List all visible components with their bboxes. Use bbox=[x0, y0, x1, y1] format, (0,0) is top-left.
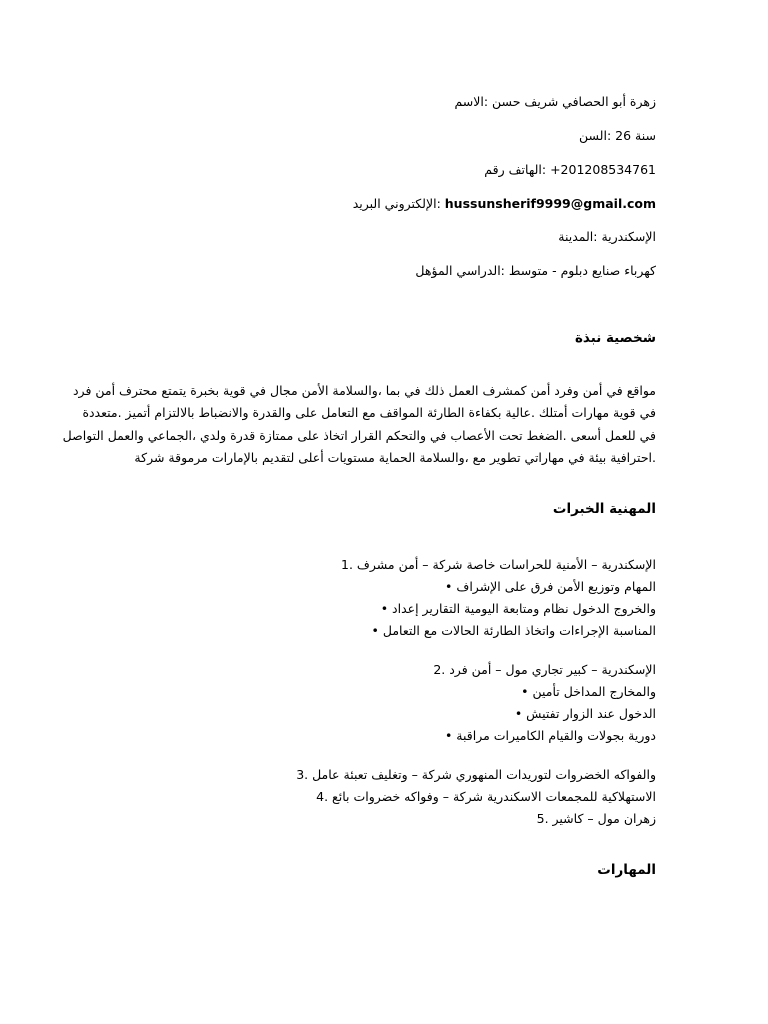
city-text: الإسكندرية :المدينة bbox=[558, 229, 656, 244]
phone-line bbox=[484, 162, 656, 178]
skills-heading bbox=[597, 862, 656, 878]
city-line bbox=[558, 229, 656, 245]
age-line bbox=[579, 128, 656, 144]
qualification-line bbox=[415, 263, 656, 279]
phone-label: :الهاتف رقم bbox=[484, 162, 547, 177]
qualification-text: كهرباء صنايع دبلوم - متوسط :الدراسي المؤهل bbox=[415, 263, 656, 278]
age-label: :السن bbox=[579, 128, 612, 143]
bio-heading bbox=[575, 330, 656, 346]
bio-line-1: مواقع في أمن وفرد أمن كمشرف العمل ذلك في بما ،والسلامة الأمن مجال في قوية بخبرة يتمتع محترف أمن فرد bbox=[72, 383, 656, 398]
job-5-line: زهران مول – كاشير .5 bbox=[536, 811, 656, 826]
name-line bbox=[454, 94, 656, 110]
job-2-bullet-2: الدخول عند الزوار تفتيش • bbox=[514, 706, 656, 721]
job-4-line: الاستهلاكية للمجمعات الاسكندرية شركة – وفواكه خضروات بائع .4 bbox=[316, 789, 656, 804]
age-value: 26 bbox=[615, 128, 632, 143]
email-label: :الإلكتروني البريد bbox=[352, 196, 441, 211]
bio-line-2: في قوية مهارات أمتلك .عالية بكفاءة الطارئة المواقف مع التعامل على والقدرة والانضباط بالالتزام أتميز .متعددة bbox=[82, 405, 656, 420]
experience-heading-text: المهنية الخبرات bbox=[552, 501, 656, 517]
job-2-bullet-1: والمخارج المداخل تأمين • bbox=[521, 684, 656, 699]
bio-heading-text: شخصية نبذة bbox=[574, 330, 656, 346]
job-1-bullet-2: والخروج الدخول نظام ومتابعة اليومية التقارير إعداد • bbox=[380, 601, 656, 616]
skills-heading-text: المهارات bbox=[597, 862, 656, 878]
job-3-line: والفواكه الخضروات لتوريدات المنهوري شركة – وتغليف تعبئة عامل .3 bbox=[296, 767, 656, 782]
phone-value: +201208534761 bbox=[550, 162, 656, 177]
name-text: زهرة أبو الحصافي شريف حسن :الاسم bbox=[454, 94, 656, 109]
bio-line-4: .احترافية بيئة في مهاراتي تطوير مع ،والسلامة الحماية مستويات أعلى لتقديم بالإمارات مرموقة شركة bbox=[134, 450, 656, 465]
job-1-bullet-1: المهام وتوزيع الأمن فرق على الإشراف • bbox=[445, 579, 656, 594]
job-2-title: الإسكندرية – كبير تجاري مول – أمن فرد .2 bbox=[433, 662, 656, 677]
age-unit: سنة bbox=[635, 128, 656, 143]
experience-heading bbox=[553, 501, 656, 517]
job-1-title: الإسكندرية – الأمنية للحراسات خاصة شركة – أمن مشرف .1 bbox=[341, 557, 656, 572]
job-1-bullet-3: المناسبة الإجراءات واتخاذ الطارئة الحالات مع التعامل • bbox=[371, 623, 656, 638]
email-value: hussunsherif9999@gmail.com bbox=[444, 196, 656, 211]
job-2-bullet-3: دورية بجولات والقيام الكاميرات مراقبة • bbox=[444, 728, 656, 743]
bio-line-3: في للعمل أسعى .الضغط تحت الأعصاب في والتحكم القرار اتخاذ على ممتازة قدرة ولدي ،الجماعي والعمل التواصل bbox=[62, 428, 656, 443]
email-line bbox=[353, 196, 656, 212]
